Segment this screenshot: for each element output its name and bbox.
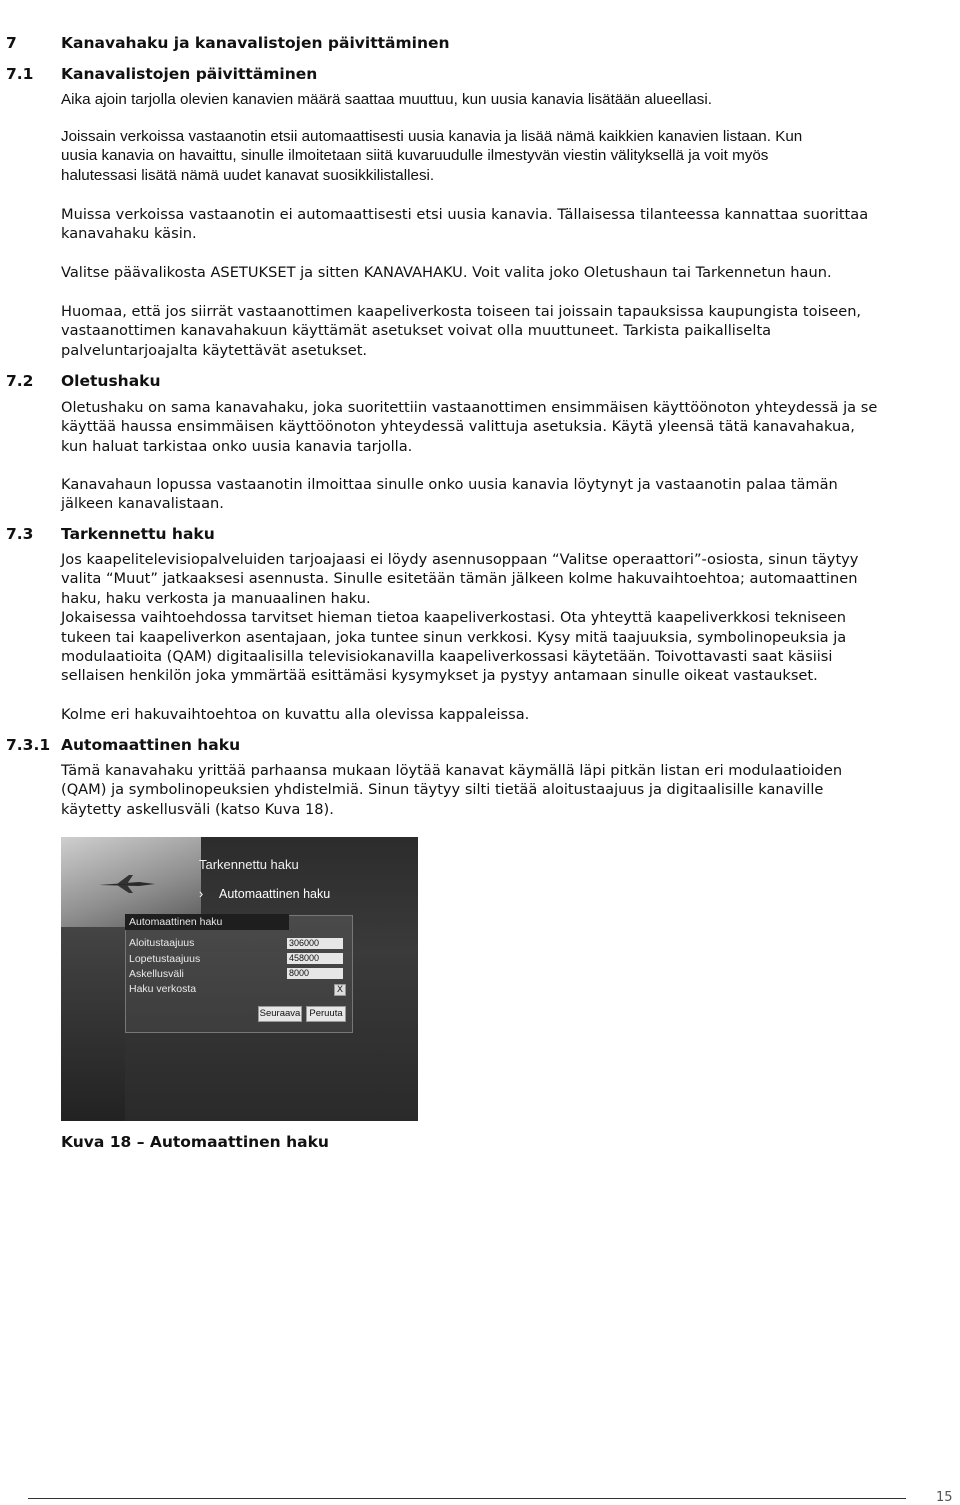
heading-number: 7: [6, 34, 17, 52]
paragraph-search-end: [61, 475, 956, 514]
text-line: Kanavahaun lopussa vastaanotin ilmoittaa sinulle onko uusia kanavia löytynyt ja vastaanotin palaa tämän: [61, 476, 838, 493]
paragraph-intro: [61, 90, 956, 109]
background-strip: [61, 927, 125, 1121]
paragraph-automatic-search: [61, 761, 956, 819]
text-line: palveluntarjoajalta käytettävät asetukset.: [61, 341, 368, 359]
text-line: Jokaisessa vaihtoehdossa tarvitset hieman tietoa kaapeliverkostasi. Ota yhteyttä kaapeliverkkosi tekniseen: [61, 609, 846, 627]
next-button[interactable]: Seuraava: [258, 1006, 302, 1022]
menu-item-label: Automaattinen haku: [219, 887, 331, 901]
field-label-step: Askellusväli: [129, 968, 184, 980]
paragraph-options: [61, 705, 956, 724]
text-line: tukeen tai kaapeliverkon asentajaan, joka tuntee sinun verkkosi. Kysy mitä taajuuksia, symbolinopeuksia ja: [61, 628, 847, 646]
heading-title: Oletushaku: [61, 372, 161, 390]
heading-number: 7.2: [6, 372, 34, 390]
text-line: halutessasi lisätä nämä uudet kanavat suosikkilistallesi.: [61, 166, 435, 184]
paragraph-menu-path: [61, 263, 956, 282]
heading-title: Tarkennettu haku: [61, 525, 215, 543]
text-line: käytetty askellusväli (katso Kuva 18).: [61, 800, 334, 818]
text-line: käyttää haussa ensimmäisen käyttöönoton yhteydessä valittuja asetuksia. Käytä yleensä tätä kanavahakua,: [61, 418, 855, 436]
heading-title: Kanavalistojen päivittäminen: [61, 65, 318, 83]
text-line: (QAM) ja symbolinopeuksien yhdistelmiä. Sinun täytyy silti tietää aloitustaajuus ja digitaalisille kanaville: [61, 781, 824, 799]
text-line: kun haluat tarkistaa onko uusia kanavia tarjolla.: [61, 437, 413, 455]
text-line: Oletushaku on sama kanavahaku, joka suoritettiin vastaanottimen ensimmäisen käyttöönoton yhteydessä ja se: [61, 399, 878, 416]
text-line: Jos kaapelitelevisiopalveluiden tarjoajaasi ei löydy asennusoppaan “Valitse operaattori”-osiosta, sinun täytyy: [61, 551, 859, 568]
aircraft-icon: [99, 875, 155, 893]
network-search-checkbox[interactable]: X: [334, 984, 346, 996]
figure-caption: Kuva 18 – Automaattinen haku: [61, 1133, 329, 1151]
cancel-button[interactable]: Peruuta: [306, 1006, 346, 1022]
text-line: Joissain verkoissa vastaanotin etsii automaattisesti uusia kanavia ja lisää nämä kaikkien kanavien listaan. Kun: [61, 128, 803, 145]
text-line: Huomaa, että jos siirrät vastaanottimen kaapeliverkosta toiseen tai joissain tapauksissa kaupungista toiseen,: [61, 303, 862, 320]
text-line: valita “Muut” jatkaaksesi asennusta. Sinulle esitetään tämän jälkeen kolme hakuvaihtoehtoa; automaattinen: [61, 570, 858, 588]
text-line: vastaanottimen kanavahakuun käyttämät asetukset voivat olla muuttuneet. Tarkista paikalliselta: [61, 322, 772, 340]
field-label-start-frequency: Aloitustaajuus: [129, 937, 195, 949]
text-line: kanavahaku käsin.: [61, 225, 197, 243]
heading-number: 7.1: [6, 65, 34, 83]
heading-number: 7.3.1: [6, 736, 51, 754]
text-line: Valitse päävalikosta ASETUKSET ja sitten KANAVAHAKU. Voit valita joko Oletushaun tai Tarkennetun haun.: [61, 264, 832, 281]
field-label-end-frequency: Lopetustaajuus: [129, 953, 201, 965]
end-frequency-field[interactable]: 458000: [287, 953, 343, 964]
paragraph-auto-search: [61, 127, 956, 185]
text-line: modulaatioita (QAM) digitaalisilla televisiokanavilla kaapeliverkossasi käytetään. Toivottavasti saat käsiisi: [61, 648, 833, 666]
heading-title: Kanavahaku ja kanavalistojen päivittäminen: [61, 34, 450, 52]
text-line: haku, haku verkosta ja manuaalinen haku.: [61, 589, 371, 607]
text-line: sellaisen henkilön joka ymmärtää esittämäsi kysymykset ja pystyy antamaan sinulle oikeat vastaukset.: [61, 667, 818, 685]
text-line: Muissa verkoissa vastaanotin ei automaattisesti etsi uusia kanavia. Tällaisessa tilanteessa kannattaa suorittaa: [61, 206, 869, 223]
text-line: jälkeen kanavalistaan.: [61, 495, 224, 513]
footer-rule: [28, 1498, 906, 1499]
paragraph-note: [61, 302, 956, 360]
heading-title: Automaattinen haku: [61, 736, 241, 754]
text-line: Tämä kanavahaku yrittää parhaansa mukaan löytää kanavat käymällä läpi pitkän listan eri modulaatioiden: [61, 762, 843, 779]
text-line: Aika ajoin tarjolla olevien kanavien määrä saattaa muuttuu, kun uusia kanavia lisätään alueellasi.: [61, 91, 712, 108]
chevron-right-icon: ›: [199, 887, 204, 901]
paragraph-advanced-search: [61, 550, 956, 686]
menu-title: Tarkennettu haku: [199, 857, 299, 872]
text-line: uusia kanavia on havaittu, sinulle ilmoitetaan siitä kuvaruudulle ilmestyvän viestin välityksellä ja voit myös: [61, 147, 769, 165]
figure-screenshot: [61, 837, 418, 1121]
page-number: 15: [936, 1490, 953, 1505]
start-frequency-field[interactable]: 306000: [287, 938, 343, 949]
menu-item-automatic-search[interactable]: [199, 887, 330, 901]
step-field[interactable]: 8000: [287, 968, 343, 979]
text-line: Kolme eri hakuvaihtoehtoa on kuvattu alla olevissa kappaleissa.: [61, 706, 530, 723]
paragraph-manual-search: [61, 205, 956, 244]
paragraph-default-search: [61, 398, 956, 456]
dialog-title: Automaattinen haku: [125, 914, 289, 930]
heading-number: 7.3: [6, 525, 34, 543]
field-label-network-search: Haku verkosta: [129, 983, 197, 995]
